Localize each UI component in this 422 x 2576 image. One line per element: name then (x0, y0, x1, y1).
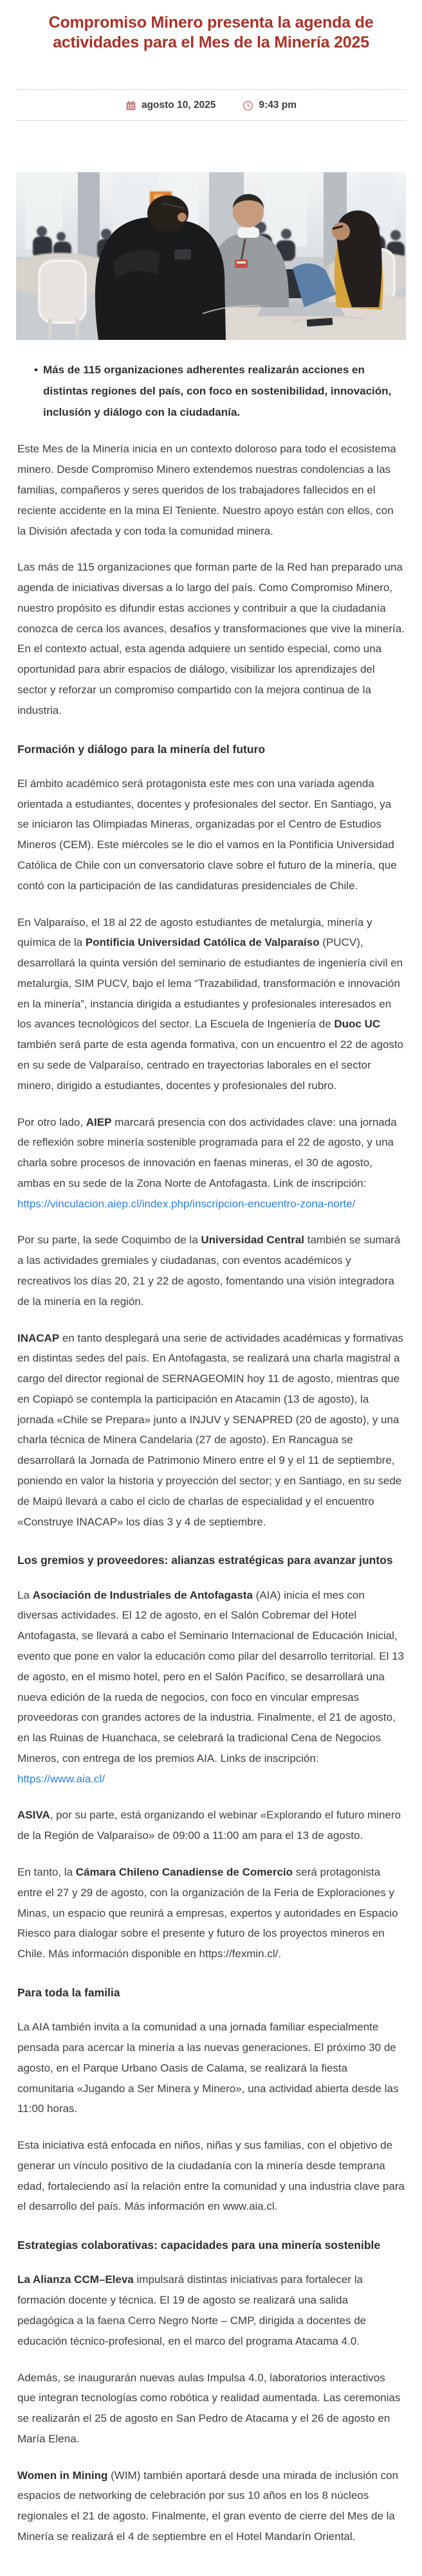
bold-text: Duoc UC (334, 1018, 381, 1031)
section-heading: Para toda la familia (17, 1985, 120, 1999)
section-heading: Los gremios y proveedores: alianzas estratégicas para avanzar juntos (17, 1554, 393, 1567)
text-run: Además, se inaugurarán nuevas aulas Impulsa 4.0, laboratorios interactivos que integran tecnologías como robótica y realidad aumentada. Las ceremonias se realizarán el 25 de agosto en San Pedro de Atacama y el 26 de agosto en María Elena. (17, 2371, 401, 2445)
paragraph (17, 1862, 405, 1964)
text-run: Por su parte, la sede Coquimbo de la (17, 1234, 201, 1247)
text-run: también se sumará a las actividades gremiales y ciudadanas, con eventos académicos y recreativos los días 20, 21 y 22 de agosto, fomentando una visión integradora de la minería en la región. (17, 1234, 401, 1308)
text-run: Por otro lado, (17, 1115, 86, 1128)
paragraph (17, 2270, 405, 2351)
paragraph (17, 2465, 405, 2547)
text-run: La (17, 1588, 33, 1601)
paragraph (17, 557, 405, 720)
paragraph (17, 2135, 405, 2217)
text-run: marcará presencia con dos actividades clave: una jornada de reflexión sobre minería sostenible programada para el 22 de agosto, y una charla sobre procesos de innovación en faenas mineras, el 30 de agosto, ambas en su sede de la Zona Norte de Antofagasta. Link de inscripción: (17, 1115, 397, 1189)
bold-text: Más de 115 organizaciones adherentes realizarán acciones en distintas regiones del país, con foco en sostenibilidad, innovación, inclusión y diálogo con la ciudadanía. (43, 364, 392, 419)
clock-icon (243, 100, 253, 111)
bold-text: Pontificia Universidad Católica de Valparaíso (85, 936, 320, 949)
text-run: (WIM) también aportará desde una mirada de inclusión con espacios de networking de celebración por sus 10 años en los 8 núcleos regionales el 21 de agosto. Finalmente, el gran evento de cierre del Mes de la Minería se realizará el 4 de septiembre en el Hotel Mandarín Oriental. (17, 2469, 399, 2543)
inline-link[interactable]: https://www.aia.cl/ (17, 1772, 106, 1785)
bold-text: ASIVA (17, 1809, 50, 1822)
bold-text: Asociación de Industriales de Antofagasta (32, 1588, 253, 1601)
bullet-item (17, 359, 405, 423)
text-run: (PUCV), desarrollará la quinta versión del seminario de estudiantes de ingeniería civil en metalurgia, SIM PUCV, bajo el lema “Trazabilidad, transformación e innovación en la minería”, instancia dirigida a estudiantes y profesionales interesados en los avances tecnológicos del sector. La Escuela de Ingeniería de (17, 936, 403, 1031)
text-run: (AIA) inicia el mes con diversas actividades. El 12 de agosto, en el Salón Cobremar del Hotel Antofagasta, se llevará a cabo el Seminario Internacional de Educación Inicial, evento que pone en valor la educación como pilar del desarrollo territorial. El 13 de agosto, en el mismo hotel, pero en el Salón Pacífico, se desarrollará una nueva edición de la rueda de negocios, con foco en vincular empresas proveedoras con grandes actores de la industria. Finalmente, el 21 de agosto, en las Ruinas de Huanchaca, se celebrará la tradicional Cena de Negocios Mineros, con entrega de los premios AIA. Links de inscripción: (17, 1588, 405, 1764)
networking-event-photo (16, 172, 406, 340)
article-body (17, 359, 405, 2547)
highlight-bullets (17, 359, 405, 423)
paragraph (17, 1585, 405, 1790)
bold-text: INACAP (17, 1331, 60, 1344)
post-time (243, 100, 297, 111)
text-run: impulsará distintas iniciativas para fortalecer la formación docente y técnica. El 19 de agosto se realizará una salida pedagógica a la faena Cerro Negro Norte – CMP, dirigida a docentes de educación técnico-profesional, en el marco del programa Atacama 4.0. (17, 2273, 367, 2347)
text-run: Las más de 115 organizaciones que forman parte de la Red han preparado una agenda de iniciativas diversas a lo largo del país. Como Compromiso Minero, nuestro propósito es difundir estas acciones y contribuir a que la ciudadanía conozca de cerca los avances, desafíos y transformaciones que vive la minería. En el contexto actual, esta agenda adquiere un sentido especial, como una oportunidad para abrir espacios de diálogo, visibilizar los aprendizajes del sector y reforzar un compromiso compartido con la mejora continua de la industria. (17, 561, 405, 716)
section-heading: Formación y diálogo para la minería del futuro (17, 742, 266, 756)
text-run: Esta iniciativa está enfocada en niños, niñas y sus familias, con el objetivo de generar un vínculo positivo de la ciudadanía con la minería desde temprana edad, fortaleciendo así la relación entre la comunidad y una industria clave para el desarrollo del país. Más información en www.aia.cl. (17, 2139, 405, 2213)
post-meta (16, 89, 406, 121)
page-title: Compromiso Minero presenta la agenda de actividades para el Mes de la Minería 2025 (48, 13, 374, 51)
text-run: Este Mes de la Minería inicia en un contexto doloroso para todo el ecosistema minero. Desde Compromiso Minero extendemos nuestras condolencias a las familias, compañeros y seres queridos de los trabajadores fallecidos en el reciente accidente en la mina El Teniente. Nuestro apoyo están con ellos, con la División afectada y con toda la comunidad minera. (17, 443, 396, 537)
paragraph (17, 2017, 405, 2119)
paragraph (17, 774, 405, 896)
text-run: En Valparaíso, el 18 al 22 de agosto estudiantes de metalurgia, minería y química de la (17, 916, 372, 949)
bold-text: Universidad Central (201, 1234, 304, 1247)
post-date (125, 100, 216, 111)
bold-text: La Alianza CCM–Eleva (17, 2273, 134, 2286)
text-run: será protagonista entre el 27 y 29 de agosto, con la organización de la Feria de Exploraciones y Minas, un espacio que reunirá a empresas, expertos y autoridades en Espacio Riesco para dialogar sobre el presente y futuro de los proyectos mineros en Chile. Más información disponible en https://fexmin.cl/. (17, 1866, 398, 1960)
bold-text: Cámara Chileno Canadiense de Comercio (75, 1866, 293, 1879)
paragraph (17, 1230, 405, 1311)
paragraph (17, 1805, 405, 1846)
paragraph (17, 1112, 405, 1214)
paragraph (17, 1328, 405, 1532)
post-time-label: 9:43 pm (259, 100, 297, 111)
text-run: La AIA también invita a la comunidad a una jornada familiar especialmente pensada para acercar la minería a las nuevas generaciones. El próximo 30 de agosto, en el Parque Urbano Oasis de Calama, se realizará la fiesta comunitaria «Jugando a Ser Minera y Minero», una actividad abierta desde las 11:00 horas. (17, 2021, 399, 2115)
paragraph (17, 912, 405, 1096)
text-run: en tanto desplegará una serie de actividades académicas y formativas en distintas sedes del país. En Antofagasta, se realizará una charla magistral a cargo del director regional de SERNAGEOMIN hoy 11 de agosto, mientras que en Copiapó se contempla la participación en Atacamin (13 de agosto), la jornada «Chile se Prepara» junto a INJUV y SENAPRED (20 de agosto), y una charla técnica de Minera Candelaria (27 de agosto). En Rancagua se desarrollará la Jornada de Patrimonio Minero entre el 9 y el 11 de septiembre, poniendo en valor la historia y proyección del sector; y en Santiago, en su sede de Maipú llevará a cabo el ciclo de charlas de especialidad y el encuentro «Construye INACAP» los días 3 y 4 de septiembre. (17, 1331, 404, 1528)
inline-link[interactable]: https://vinculacion.aiep.cl/index.php/inscripcion-encuentro-zona-norte/ (17, 1197, 356, 1210)
section-heading: Estrategias colaborativas: capacidades para una minería sostenible (17, 2239, 381, 2252)
paragraph (17, 439, 405, 541)
text-run: En tanto, la (17, 1866, 76, 1879)
text-run: , por su parte, está organizando el webinar «Explorando el futuro minero de la Región de Valparaíso» de 09:00 a 11:00 am para el 13 de agosto. (17, 1809, 401, 1842)
bold-text: Women in Mining (17, 2469, 108, 2482)
text-run: El ámbito académico será protagonista este mes con una variada agenda orientada a estudiantes, docentes y profesionales del sector. En Santiago, ya se iniciaron las Olimpiadas Mineras, organizadas por el Centro de Estudios Mineros (CEM). Este miércoles se le dio el vamos en la Pontificia Universidad Católica de Chile con un conversatorio clave sobre el futuro de la minería, que contó con la participación de las candidaturas presidenciales de Chile. (17, 777, 397, 892)
text-run: también será parte de esta agenda formativa, con un encuentro el 22 de agosto en su sede de Valparaíso, centrado en trayectorias laborales en el sector minero, dirigido a estudiantes, docentes y profesionales del rubro. (17, 1038, 404, 1092)
calendar-icon (125, 100, 136, 111)
bold-text: AIEP (86, 1115, 112, 1128)
paragraph (17, 2368, 405, 2449)
post-date-label: agosto 10, 2025 (141, 100, 216, 111)
